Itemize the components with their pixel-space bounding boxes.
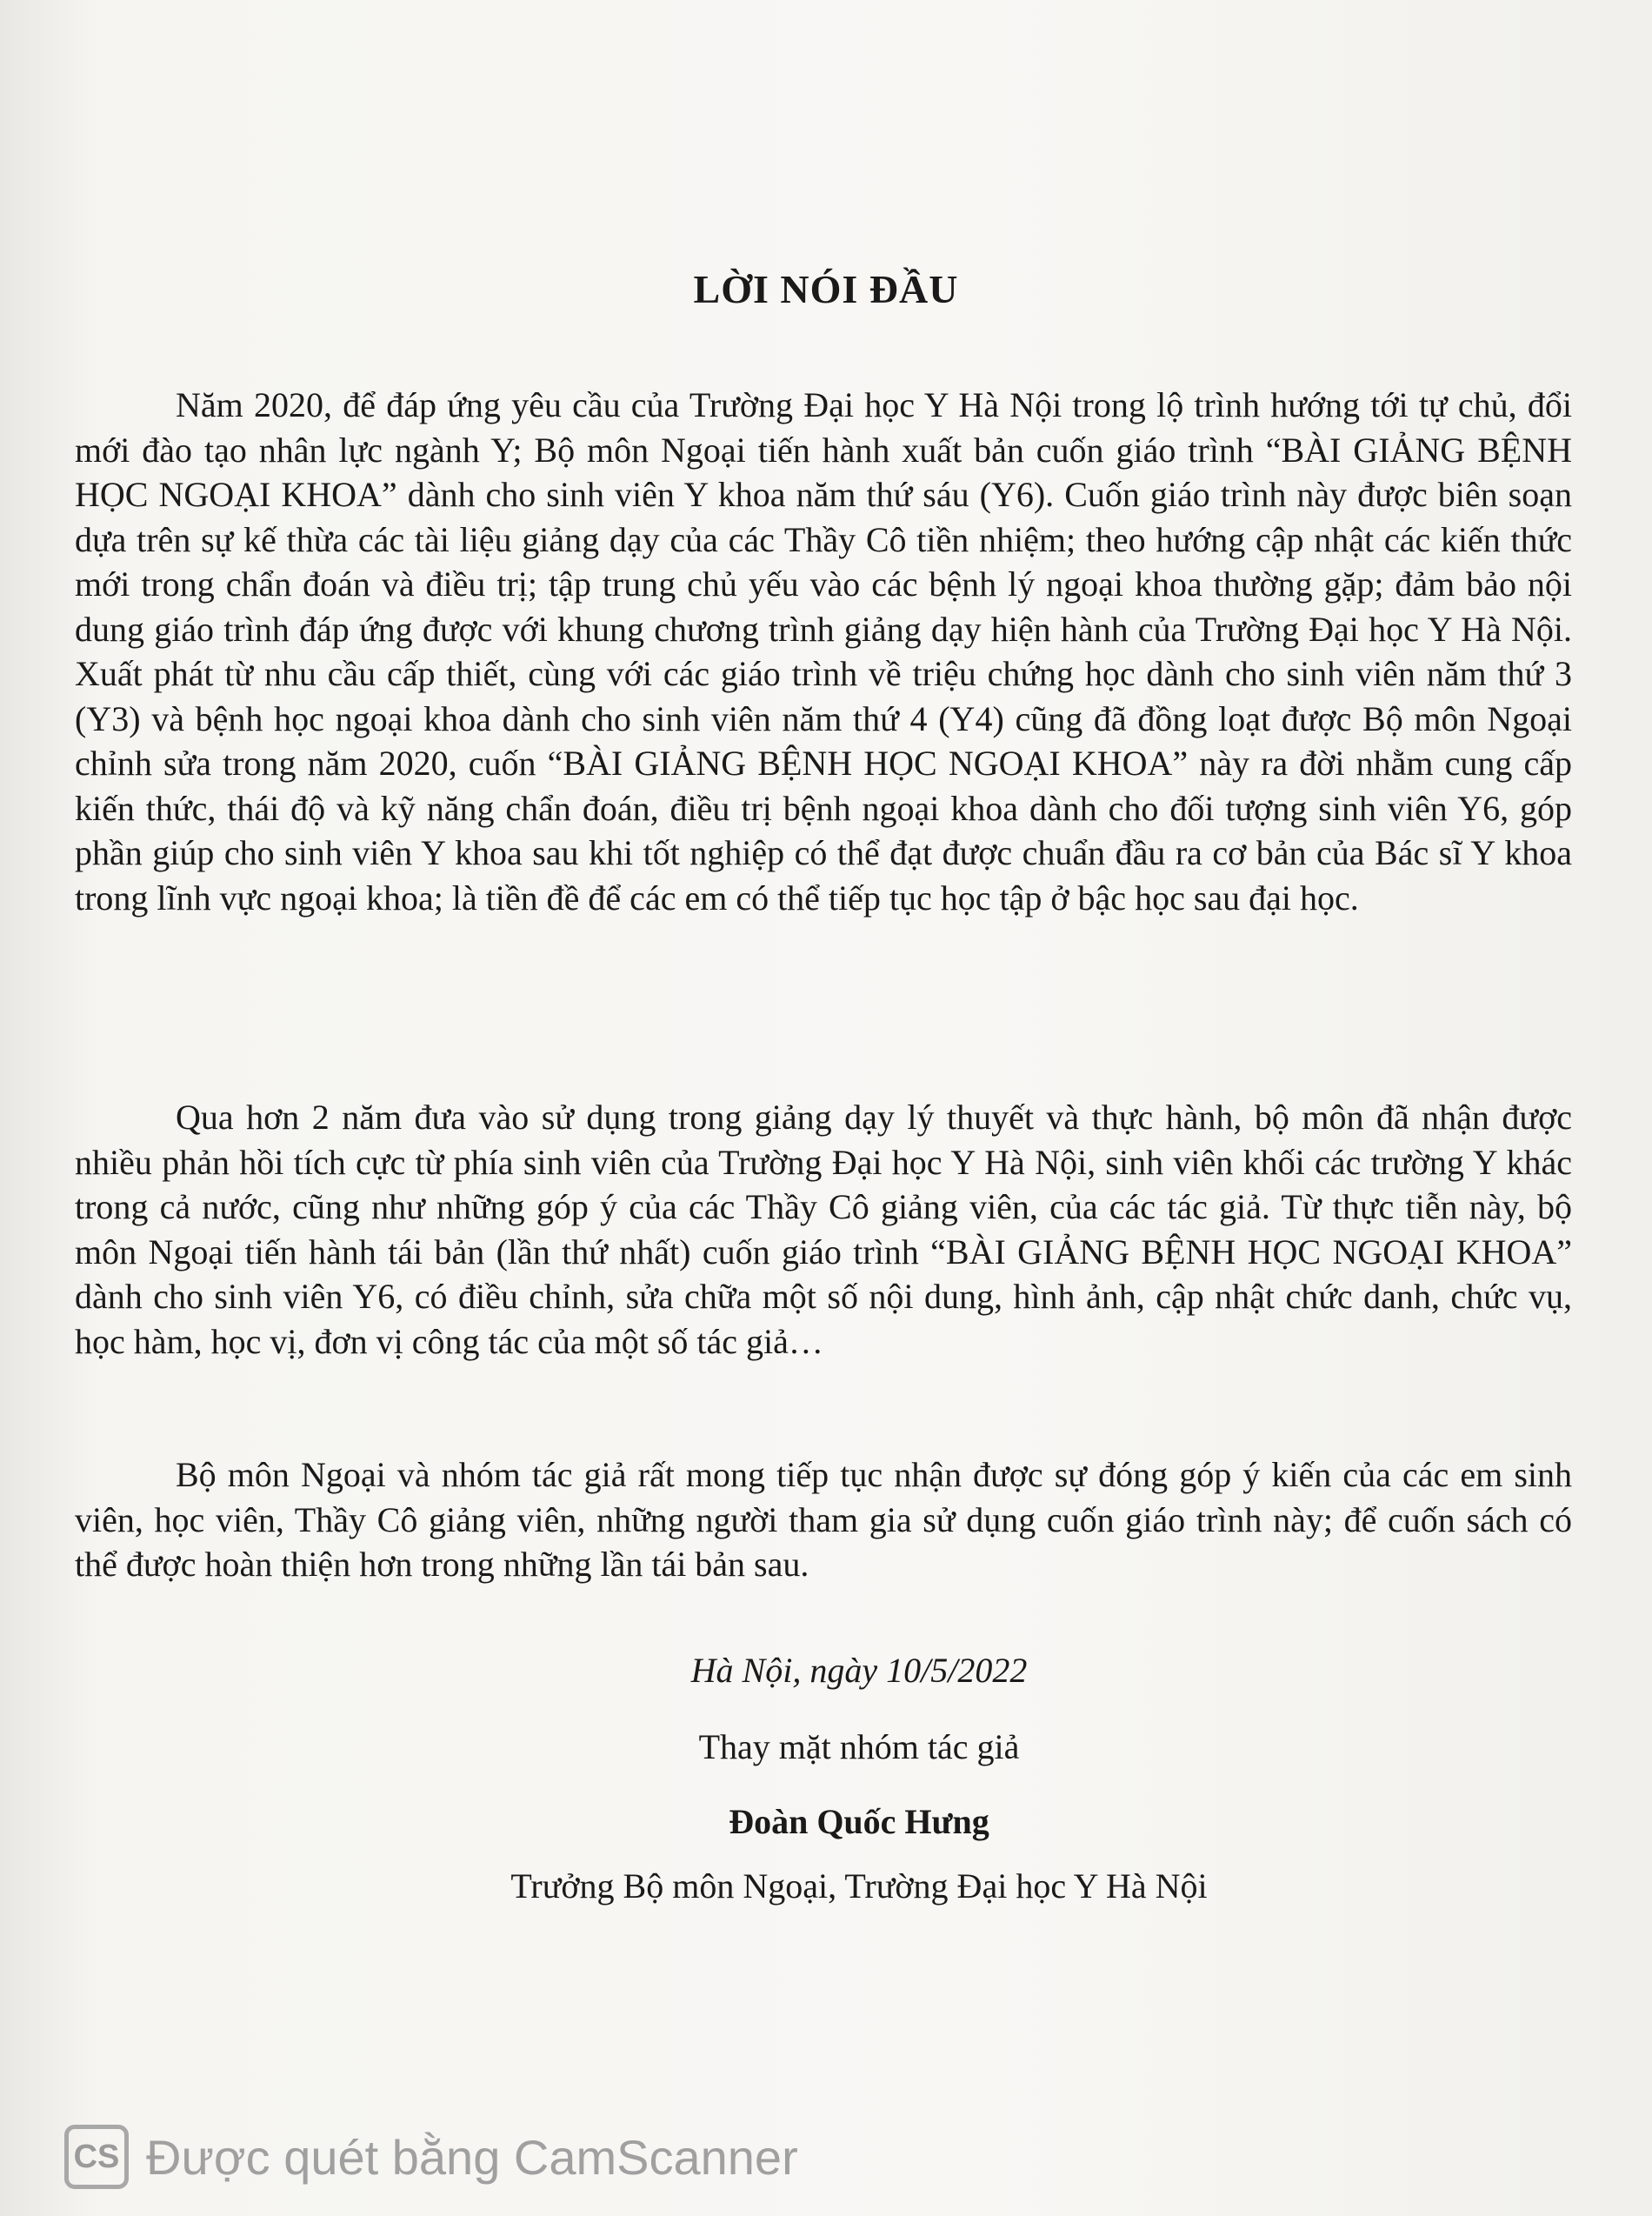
paragraph-text: Năm 2020, để đáp ứng yêu cầu của Trường Đại học Y Hà Nội trong lộ trình hướng tới tự chủ, đổi mới đào tạo nhân lực ngành Y; Bộ môn Ngoại tiến hành xuất bản cuốn giáo trình “BÀI GIẢNG BỆNH HỌC NGOẠI KHOA” dành cho sinh viên Y khoa năm thứ sáu (Y6). Cuốn giáo trình này được biên soạn dựa trên sự kế thừa các tài liệu giảng dạy của các Thầy Cô tiền nhiệm; theo hướng cập nhật các kiến thức mới trong chẩn đoán và điều trị; tập trung chủ yếu vào các bệnh lý ngoại khoa thường gặp; đảm bảo nội dung giáo trình đáp ứng được với khung chương trình giảng dạy hiện hành của Trường Đại học Y Hà Nội. Xuất phát từ nhu cầu cấp thiết, cùng với các giáo trình về triệu chứng học dành cho sinh viên năm thứ 3 (Y3) và bệnh học ngoại khoa dành cho sinh viên năm thứ 4 (Y4) cũng đã đồng loạt được Bộ môn Ngoại chỉnh sửa trong năm 2020, cuốn “BÀI GIẢNG BỆNH HỌC NGOẠI KHOA” này ra đời nhằm cung cấp kiến thức, thái độ và kỹ năng chẩn đoán, điều trị bệnh ngoại khoa dành cho đối tượng sinh viên Y6, góp phần giúp cho sinh viên Y khoa sau khi tốt nghiệp có thể đạt được chuẩn đầu ra cơ bản của Bác sĩ Y khoa trong lĩnh vực ngoại khoa; là tiền đề để các em có thể tiếp tục học tập ở bậc học sau đại học. <box>75 385 1572 918</box>
paragraph-3 <box>75 1452 1572 1587</box>
paragraph-1 <box>75 383 1572 920</box>
paragraph-2 <box>75 1095 1572 1364</box>
signature-date: Hà Nội, ngày 10/5/2022 <box>690 1651 1028 1690</box>
page-title: LỜI NÓI ĐẦU <box>693 267 959 311</box>
watermark-text: Được quét bằng CamScanner <box>146 2129 798 2185</box>
signature-name: Đoàn Quốc Hưng <box>729 1802 989 1841</box>
camscanner-logo-icon: CS <box>64 2125 129 2189</box>
signature-on-behalf: Thay mặt nhóm tác giả <box>698 1727 1020 1766</box>
paragraph-text: Qua hơn 2 năm đưa vào sử dụng trong giảng dạy lý thuyết và thực hành, bộ môn đã nhận được nhiều phản hồi tích cực từ phía sinh viên của Trường Đại học Y Hà Nội, sinh viên khối các trường Y khác trong cả nước, cũng như những góp ý của các Thầy Cô giảng viên, của các tác giả. Từ thực tiễn này, bộ môn Ngoại tiến hành tái bản (lần thứ nhất) cuốn giáo trình “BÀI GIẢNG BỆNH HỌC NGOẠI KHOA” dành cho sinh viên Y6, có điều chỉnh, sửa chữa một số nội dung, hình ảnh, cập nhật chức danh, chức vụ, học hàm, học vị, đơn vị công tác của một số tác giả… <box>75 1098 1572 1361</box>
paragraph-text: Bộ môn Ngoại và nhóm tác giả rất mong tiếp tục nhận được sự đóng góp ý kiến của các em sinh viên, học viên, Thầy Cô giảng viên, những người tham gia sử dụng cuốn giáo trình này; để cuốn sách có thể được hoàn thiện hơn trong những lần tái bản sau. <box>75 1455 1572 1584</box>
camscanner-watermark <box>64 2122 798 2192</box>
signature-role: Trưởng Bộ môn Ngoại, Trường Đại học Y Hà Nội <box>510 1866 1208 1906</box>
